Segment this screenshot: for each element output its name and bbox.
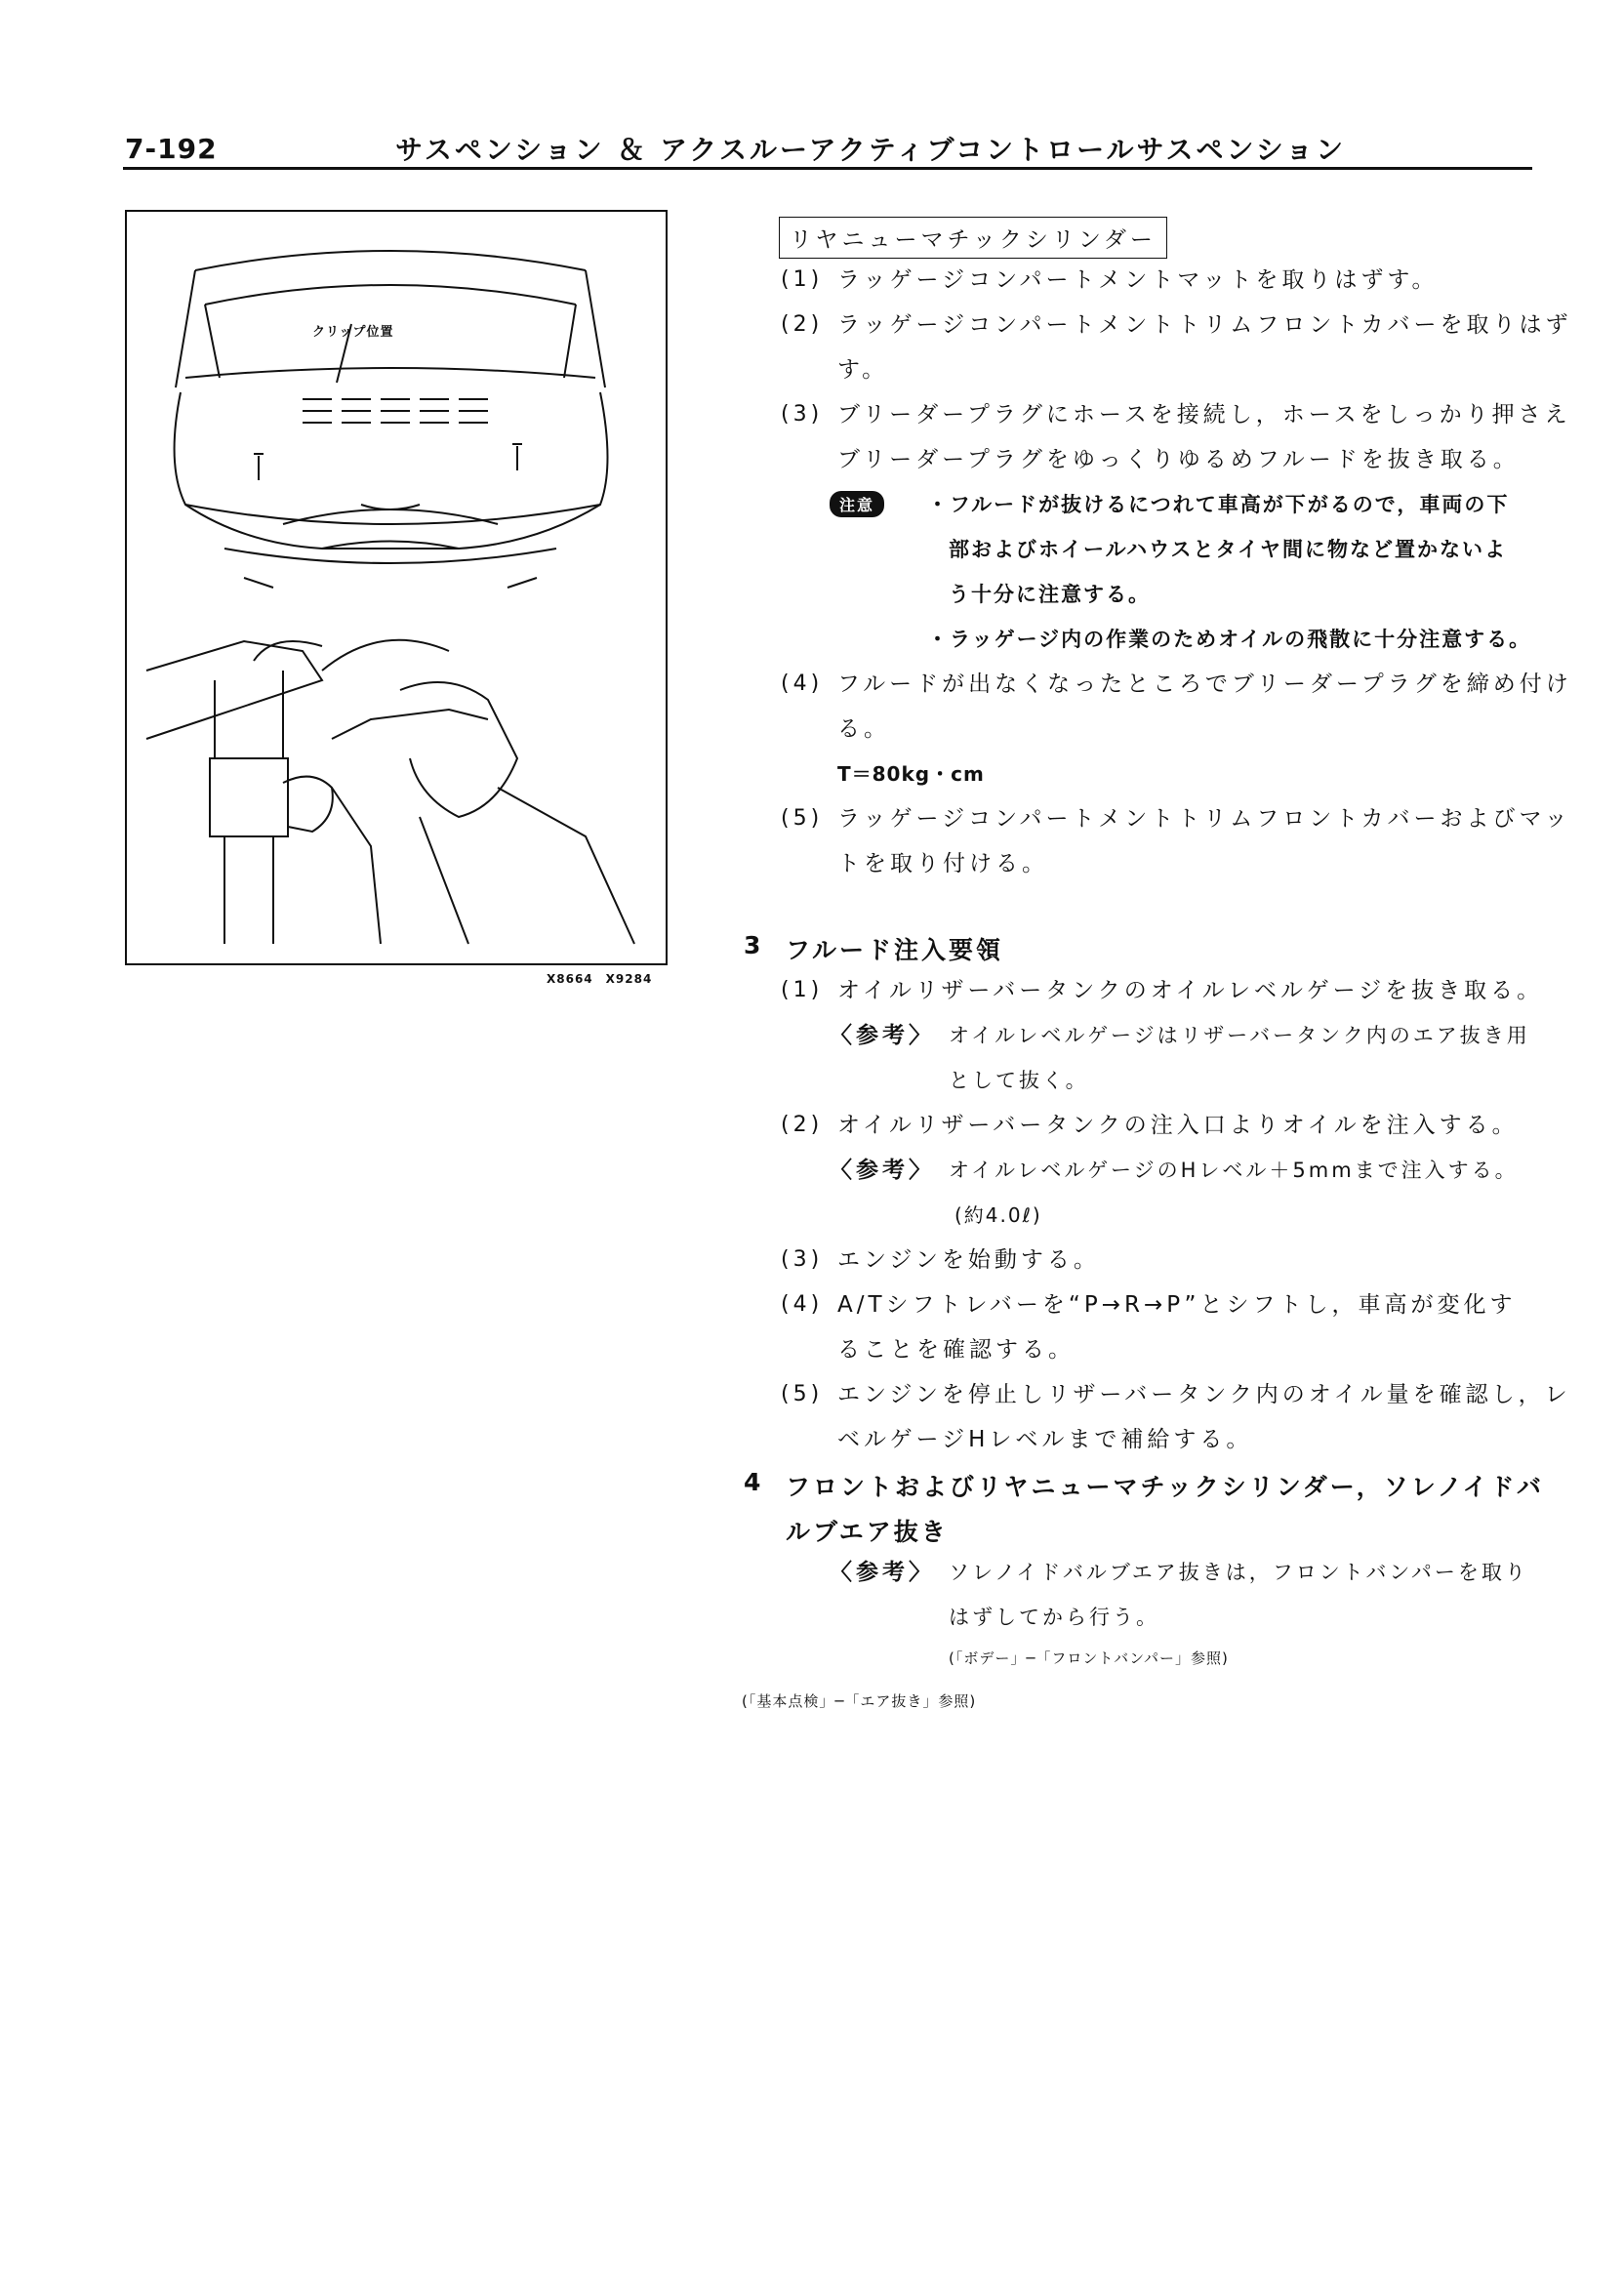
page-number: 7-192 xyxy=(125,133,218,165)
page-title: サスペンション ＆ アクスルーアクティブコントロールサスペンション xyxy=(395,134,1347,166)
step-number: (4) xyxy=(781,672,824,696)
reference-text: (約4.0ℓ) xyxy=(954,1203,1042,1227)
reference-label: 〈参考〉 xyxy=(830,1560,935,1585)
reference-text: オイルレベルゲージのHレベル＋5mmまで注入する。 xyxy=(949,1159,1519,1182)
step-text: る。 xyxy=(837,716,890,742)
section-number: 3 xyxy=(744,931,764,959)
step-number: (5) xyxy=(781,1382,824,1406)
step-text: トを取り付ける。 xyxy=(837,851,1048,876)
caution-text: ・ラッゲージ内の作業のためオイルの飛散に十分注意する。 xyxy=(927,628,1532,651)
step-text: エンジンを始動する。 xyxy=(837,1247,1100,1273)
step-text: ることを確認する。 xyxy=(837,1337,1075,1363)
reference-note: (「ボデー」─「フロントバンパー」参照) xyxy=(949,1649,1229,1667)
illustration-frame xyxy=(125,210,668,965)
caution-badge xyxy=(830,491,884,517)
step-text: ラッゲージコンパートメントトリムフロントカバーを取りはず xyxy=(837,312,1572,338)
step-text: ラッゲージコンパートメントトリムフロントカバーおよびマッ xyxy=(837,806,1571,832)
section-title: ルブエア抜き xyxy=(786,1518,949,1546)
caution-text: う十分に注意する。 xyxy=(949,583,1151,606)
reference-text: として抜く。 xyxy=(949,1069,1089,1092)
caution-text: 部およびホイールハウスとタイヤ間に物など置かないよ xyxy=(949,538,1508,561)
step-text: エンジンを停止しリザーバータンク内のオイル量を確認し，レ xyxy=(837,1382,1571,1407)
step-number: (3) xyxy=(781,1247,824,1272)
step-text: オイルリザーバータンクのオイルレベルゲージを抜き取る。 xyxy=(837,978,1544,1003)
step-text: ブリーダープラグをゆっくりゆるめフルードを抜き取る。 xyxy=(837,447,1520,472)
section-number: 4 xyxy=(744,1468,764,1496)
step-text: す。 xyxy=(837,357,889,383)
step-number: (2) xyxy=(781,312,824,337)
step-text: オイルリザーバータンクの注入口よりオイルを注入する。 xyxy=(837,1113,1519,1138)
section-title: フロントおよびリヤニューマチックシリンダー，ソレノイドバ xyxy=(786,1473,1545,1501)
step-number: (5) xyxy=(781,806,824,831)
step-text: A/Tシフトレバーを“P→R→P”とシフトし，車高が変化す xyxy=(837,1292,1517,1318)
trunk-illustration xyxy=(127,212,666,963)
step-text: ラッゲージコンパートメントマットを取りはずす。 xyxy=(837,267,1439,293)
step-number: (1) xyxy=(781,978,824,1002)
reference-label: 〈参考〉 xyxy=(830,1023,935,1048)
reference-text: はずしてから行う。 xyxy=(949,1606,1159,1629)
footnote: (「基本点検」─「エア抜き」参照) xyxy=(742,1692,977,1710)
reference-text: オイルレベルゲージはリザーバータンク内のエア抜き用 xyxy=(949,1024,1530,1047)
reference-label: 〈参考〉 xyxy=(830,1158,935,1183)
step-number: (1) xyxy=(781,267,824,292)
step-number: (2) xyxy=(781,1113,824,1137)
section-box-title: リヤニューマチックシリンダー xyxy=(779,217,1167,259)
step-text: フルードが出なくなったところでブリーダープラグを締め付け xyxy=(837,672,1572,697)
figure-codes: X8664 X9284 xyxy=(547,972,653,986)
step-number: (3) xyxy=(781,402,824,427)
caution-text: ・フルードが抜けるにつれて車高が下がるので，車両の下 xyxy=(927,493,1510,516)
figure-label: クリップ位置 xyxy=(312,325,394,340)
step-text: ベルゲージHレベルまで補給する。 xyxy=(837,1427,1253,1452)
reference-text: ソレノイドバルブエア抜きは，フロントバンパーを取り xyxy=(949,1561,1528,1584)
step-number: (4) xyxy=(781,1292,824,1317)
header-rule xyxy=(123,167,1532,170)
step-text: ブリーダープラグにホースを接続し，ホースをしっかり押さえ xyxy=(837,402,1571,428)
section-title: フルード注入要領 xyxy=(786,936,1004,964)
caution-badge-label: 注意 xyxy=(830,491,884,517)
torque-spec: T＝80kg・cm xyxy=(837,762,985,786)
